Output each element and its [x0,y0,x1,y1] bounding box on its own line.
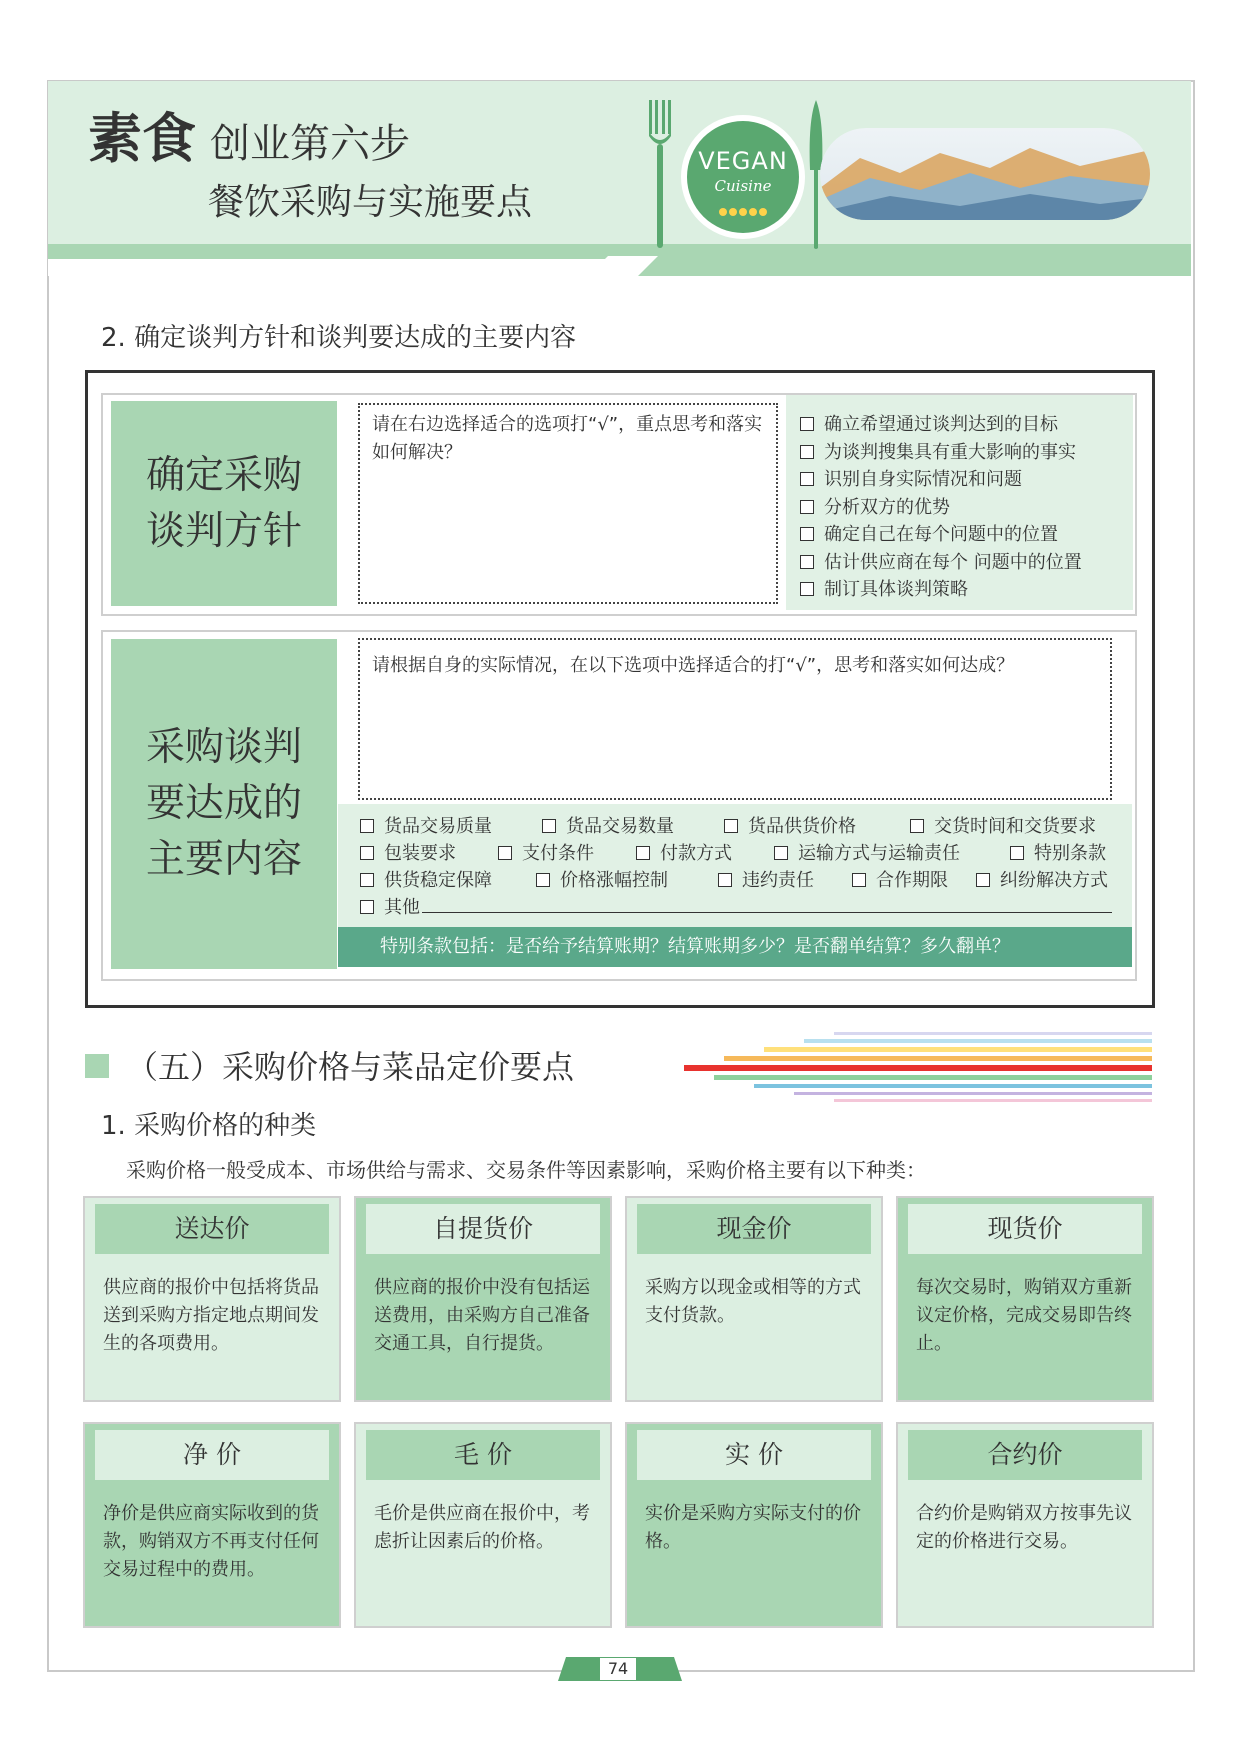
vegan-logo [681,115,805,239]
price-card-title: 合约价 [908,1430,1142,1480]
panel1-prompt: 请在右边选择适合的选项打“√”，重点思考和落实如何解决？ [372,414,763,463]
price-card [896,1422,1154,1628]
panel2-label-line1: 采购谈判 [145,725,302,770]
policy-option[interactable]: 确立希望通过谈判达到的目标 [800,410,1058,436]
content-option[interactable]: 合作期限 [852,866,948,892]
content-option[interactable]: 供货稳定保障 [360,866,492,892]
checkbox[interactable] [800,527,814,541]
header-subtitle: 餐饮采购与实施要点 [208,182,533,223]
price-card-title: 现金价 [637,1204,871,1254]
checkbox[interactable] [636,846,650,860]
content-option[interactable]: 特别条款 [1010,839,1106,865]
other-fill-line[interactable] [422,896,1112,913]
price-card [354,1196,612,1402]
content-option[interactable]: 价格涨幅控制 [536,866,668,892]
price-card [83,1196,341,1402]
price-card-body: 实价是采购方实际支付的价格。 [645,1503,861,1552]
policy-option[interactable]: 估计供应商在每个 问题中的位置 [800,548,1082,574]
logo-subtext: Cuisine [714,177,772,195]
checkbox[interactable] [360,846,374,860]
checkbox[interactable] [360,900,374,914]
checkbox[interactable] [536,873,550,887]
price-card-body: 合约价是购销双方按事先议定的价格进行交易。 [916,1503,1132,1552]
panel1-label-line2: 谈判方针 [145,508,302,554]
policy-option[interactable]: 确定自己在每个问题中的位置 [800,520,1058,546]
checkbox[interactable] [724,819,738,833]
content-option[interactable]: 货品交易数量 [542,812,674,838]
price-card-body: 采购方以现金或相等的方式支付货款。 [645,1277,861,1326]
price-card-body: 净价是供应商实际收到的货款，购销双方不再支付任何交易过程中的费用。 [103,1503,319,1580]
panel1-label [111,401,337,606]
special-terms-note: 特别条款包括：是否给予结算账期？结算账期多少？是否翻单结算？多久翻单？ [338,927,1132,967]
policy-option[interactable]: 分析双方的优势 [800,493,950,519]
decorative-stripes [684,1032,1152,1104]
content-option[interactable]: 货品供货价格 [724,812,856,838]
panel2-prompt: 请根据自身的实际情况，在以下选项中选择适合的打“√”，思考和落实如何达成？ [372,655,1015,676]
price-types-heading: 1. 采购价格的种类 [101,1111,317,1141]
panel1-label-line1: 确定采购 [145,452,302,498]
checkbox[interactable] [718,873,732,887]
policy-option[interactable]: 制订具体谈判策略 [800,575,968,601]
policy-option[interactable]: 为谈判搜集具有重大影响的事实 [800,438,1076,464]
content-option[interactable]: 支付条件 [498,839,594,865]
logo-dots [719,201,769,220]
price-card-body: 供应商的报价中包括将货品送到采购方指定地点期间发生的各项费用。 [103,1277,319,1354]
price-card-title: 净 价 [95,1430,329,1480]
checkbox[interactable] [542,819,556,833]
content-option[interactable]: 纠纷解决方式 [976,866,1108,892]
checkbox[interactable] [800,555,814,569]
price-card-title: 现货价 [908,1204,1142,1254]
checkbox[interactable] [800,417,814,431]
panel2-label [111,639,337,969]
content-option[interactable]: 交货时间和交货要求 [910,812,1096,838]
price-card-title: 自提货价 [366,1204,600,1254]
panel2-label-line3: 主要内容 [145,837,302,882]
content-option[interactable]: 付款方式 [636,839,732,865]
price-card-body: 毛价是供应商在报价中，考虑折让因素后的价格。 [374,1503,590,1552]
price-card-body: 每次交易时，购销双方重新议定价格，完成交易即告终止。 [916,1277,1132,1354]
checkbox[interactable] [774,846,788,860]
fork-icon [648,100,672,250]
section2-title: 2. 确定谈判方针和谈判要达成的主要内容 [101,323,577,353]
checkbox[interactable] [800,500,814,514]
price-card-title: 送达价 [95,1204,329,1254]
page-number: 74 [600,1658,636,1680]
panel1-notes-area[interactable] [358,403,778,604]
logo-text: VEGAN [698,147,788,175]
section-marker-square [85,1054,109,1078]
price-card-title: 毛 价 [366,1430,600,1480]
price-card-body: 供应商的报价中没有包括运送费用，由采购方自己准备交通工具，自行提货。 [374,1277,590,1354]
checkbox[interactable] [800,582,814,596]
checkbox[interactable] [800,445,814,459]
checkbox[interactable] [1010,846,1024,860]
section5-title: （五）采购价格与菜品定价要点 [126,1048,575,1086]
checkbox[interactable] [976,873,990,887]
price-card [625,1196,883,1402]
price-card [625,1422,883,1628]
panel2-label-line2: 要达成的 [145,781,302,826]
price-card [83,1422,341,1628]
checkbox[interactable] [852,873,866,887]
checkbox[interactable] [910,819,924,833]
header-title-big: 素食 [88,107,196,170]
price-types-intro: 采购价格一般受成本、市场供给与需求、交易条件等因素影响，采购价格主要有以下种类： [126,1158,926,1182]
policy-option[interactable]: 识别自身实际情况和问题 [800,465,1022,491]
checkbox[interactable] [800,472,814,486]
landscape-image [820,128,1150,220]
content-option[interactable]: 违约责任 [718,866,814,892]
header-cut [48,259,608,276]
checkbox[interactable] [360,819,374,833]
content-option-other[interactable]: 其他 [360,893,1112,919]
checkbox[interactable] [498,846,512,860]
header-title-rest: 创业第六步 [210,121,410,167]
price-card [354,1422,612,1628]
content-option[interactable]: 运输方式与运输责任 [774,839,960,865]
price-card-title: 实 价 [637,1430,871,1480]
price-card [896,1196,1154,1402]
panel2-notes-area[interactable] [358,638,1112,800]
content-option[interactable]: 货品交易质量 [360,812,492,838]
checkbox[interactable] [360,873,374,887]
content-option[interactable]: 包装要求 [360,839,456,865]
